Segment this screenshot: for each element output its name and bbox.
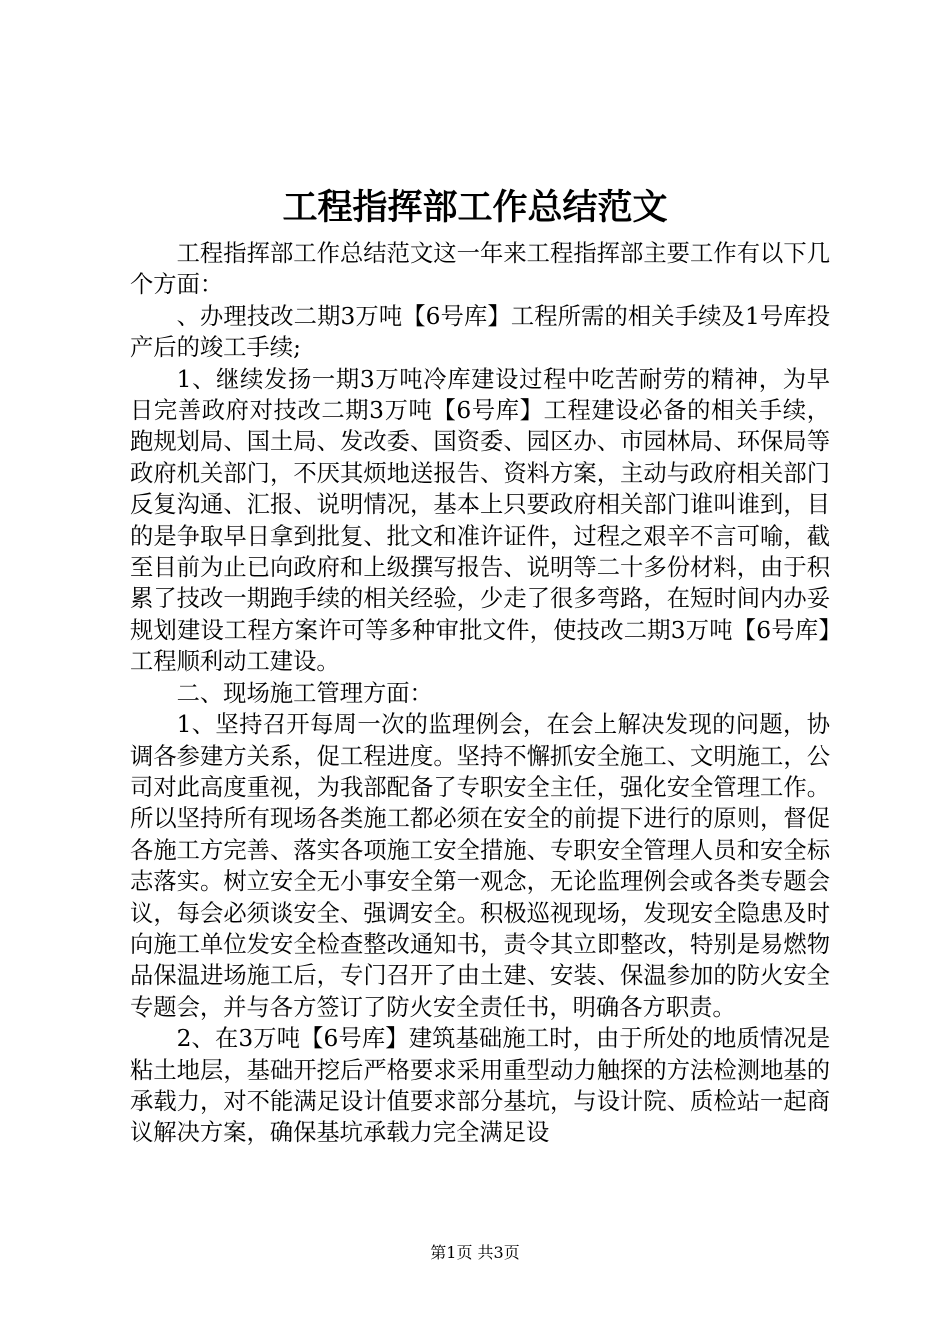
page-footer: 第1页 共3页 <box>430 1243 520 1262</box>
paragraph-site-item-2: 2、在3万吨【6号库】建筑基础施工时，由于所处的地质情况是粘土地层，基础开挖后严格要求采用重型动力触探的方法检测地基的承载力，对不能满足设计值要求部分基坑，与设计院、质检站一起商议解决方案，确保基坑承载力完全满足设 <box>130 1025 830 1147</box>
paragraph-item-1: 1、继续发扬一期3万吨冷库建设过程中吃苦耐劳的精神，为早日完善政府对技改二期3万吨【6号库】工程建设必备的相关手续，跑规划局、国土局、发改委、国资委、园区办、市园林局、环保局等政府机关部门，不厌其烦地送报告、资料方案，主动与政府相关部门反复沟通、汇报、说明情况，基本上只要政府相关部门谁叫谁到，目的是争取早日拿到批复、批文和准许证件，过程之艰辛不言可喻，截至目前为止已向政府和上级撰写报告、说明等二十多份材料，由于积累了技改一期跑手续的相关经验，少走了很多弯路，在短时间内办妥规划建设工程方案许可等多种审批文件，使技改二期3万吨【6号库】工程顺利动工建设。 <box>130 365 830 676</box>
paragraph-intro: 工程指挥部工作总结范文这一年来工程指挥部主要工作有以下几个方面： <box>130 240 830 299</box>
paragraph-section-one: 、办理技改二期3万吨【6号库】工程所需的相关手续及1号库投产后的竣工手续; <box>130 302 830 362</box>
document-title: 工程指挥部工作总结范文 <box>282 187 668 228</box>
paragraph-section-two: 二、现场施工管理方面： <box>176 679 433 707</box>
paragraph-site-item-1: 1、坚持召开每周一次的监理例会，在会上解决发现的问题，协调各参建方关系，促工程进度。坚持不懈抓安全施工、文明施工，公司对此高度重视，为我部配备了专职安全主任，强化安全管理工作。所以坚持所有现场各类施工都必须在安全的前提下进行的原则，督促各施工方完善、落实各项施工安全措施、专职安全管理人员和安全标志落实。树立安全无小事安全第一观念，无论监理例会或各类专题会议，每会必须谈安全、强调安全。积极巡视现场，发现安全隐患及时向施工单位发安全检查整改通知书，责令其立即整改，特别是易燃物品保温进场施工后，专门召开了由土建、安装、保温参加的防火安全专题会，并与各方签订了防火安全责任书，明确各方职责。 <box>130 711 830 1021</box>
document-body <box>130 238 830 1149</box>
